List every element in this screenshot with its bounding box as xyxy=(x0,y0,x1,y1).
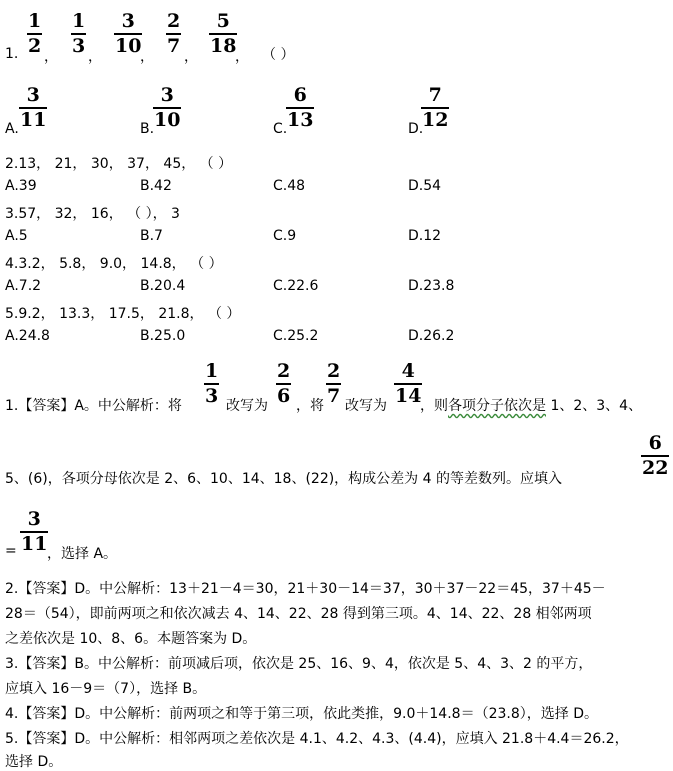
answer-line: 应填入 16－9＝（7），选择 B。 xyxy=(5,681,207,697)
q1-option-a-fraction: $\frac{3}{11}$ xyxy=(20,84,47,131)
option-a: A.39 xyxy=(5,178,37,194)
question-stem: 3.57， 32， 16， （ ）， 3 xyxy=(5,206,180,222)
answer-1-line-3: ，选择 A。 xyxy=(47,546,118,562)
answer-line: 选择 D。 xyxy=(5,754,63,770)
option-d: D.26.2 xyxy=(408,328,455,344)
answer-1-fraction-3: $\frac{2}{7}$ xyxy=(327,360,341,407)
answer-1-fraction-5: $\frac{6}{22}$ xyxy=(642,432,669,479)
q1-separator: ， xyxy=(235,49,249,65)
q1-blank: （ ） xyxy=(262,47,295,63)
question-stem: 2.13， 21， 30， 37， 45， （ ） xyxy=(5,156,233,172)
option-b: B.20.4 xyxy=(140,278,186,294)
answer-line: 4.【答案】D。中公解析：前两项之和等于第三项，依此类推，9.0＋14.8＝（23.8），选择 D。 xyxy=(5,706,598,722)
question-stem: 5.9.2， 13.3， 17.5， 21.8， （ ） xyxy=(5,306,241,322)
q1-option-d-label: D. xyxy=(408,121,424,137)
option-b: B.42 xyxy=(140,178,172,194)
answer-1-equals: = xyxy=(5,543,17,559)
q1-separator: ， xyxy=(88,49,102,65)
q1-option-c-label: C. xyxy=(273,121,288,137)
q1-separator: ， xyxy=(140,49,154,65)
answer-1-line-2: 5、(6)，各项分母依次是 2、6、10、14、18、(22)，构成公差为 4 的等差数列。应填入 xyxy=(5,471,562,487)
q1-seq-fraction-4: $\frac{2}{7}$ xyxy=(167,10,181,57)
q1-option-a-label: A. xyxy=(5,121,19,137)
option-b: B.25.0 xyxy=(140,328,186,344)
q1-separator: ， xyxy=(184,49,198,65)
answer-1-text-1: 1.【答案】A。中公解析：将 xyxy=(5,398,182,414)
option-a: A.7.2 xyxy=(5,278,42,294)
answer-line: 之差依次是 10、8、6。本题答案为 D。 xyxy=(5,631,257,647)
option-a: A.24.8 xyxy=(5,328,50,344)
answer-1-fraction-2: $\frac{2}{6}$ xyxy=(277,360,291,407)
option-a: A.5 xyxy=(5,228,28,244)
answer-1-text-3: ，将 xyxy=(296,398,324,414)
q1-option-b-label: B. xyxy=(140,121,155,137)
answer-1-fraction-6: $\frac{3}{11}$ xyxy=(21,508,48,555)
q1-option-c-fraction: $\frac{6}{13}$ xyxy=(287,84,314,131)
answer-line: 28＝（54），即前两项之和依次减去 4、14、22、28 得到第三项。4、14、22、28 相邻两项 xyxy=(5,606,592,622)
q1-seq-fraction-5: $\frac{5}{18}$ xyxy=(210,10,237,57)
option-d: D.23.8 xyxy=(408,278,455,294)
answer-1-text-5: ，则各项分子依次是 1、2、3、4、 xyxy=(420,398,643,414)
option-d: D.12 xyxy=(408,228,442,244)
option-c: C.25.2 xyxy=(273,328,319,344)
option-b: B.7 xyxy=(140,228,163,244)
q1-seq-fraction-1: $\frac{1}{2}$ xyxy=(28,10,42,57)
option-c: C.22.6 xyxy=(273,278,319,294)
q1-option-b-fraction: $\frac{3}{10}$ xyxy=(154,84,181,131)
question-stem: 4.3.2， 5.8， 9.0， 14.8， （ ） xyxy=(5,256,223,272)
answer-1-text-2: 改写为 xyxy=(226,398,268,414)
answer-1-text-4: 改写为 xyxy=(345,398,387,414)
answer-1-fraction-1: $\frac{1}{3}$ xyxy=(205,360,219,407)
answer-line: 5.【答案】D。中公解析：相邻两项之差依次是 4.1、4.2、4.3、(4.4)，应填入 21.8＋4.4＝26.2， xyxy=(5,731,629,747)
answer-line: 2.【答案】D。中公解析：13＋21－4＝30，21＋30－14＝37，30＋37－22＝45，37＋45－ xyxy=(5,581,606,597)
spellcheck-underlined-text: 各项分子依次是 xyxy=(448,398,546,414)
q1-number: 1. xyxy=(5,46,19,62)
option-c: C.48 xyxy=(273,178,306,194)
q1-seq-fraction-2: $\frac{1}{3}$ xyxy=(72,10,86,57)
q1-separator: ， xyxy=(44,49,58,65)
option-c: C.9 xyxy=(273,228,297,244)
option-d: D.54 xyxy=(408,178,442,194)
q1-option-d-fraction: $\frac{7}{12}$ xyxy=(422,84,449,131)
answer-1-fraction-4: $\frac{4}{14}$ xyxy=(395,360,422,407)
q1-seq-fraction-3: $\frac{3}{10}$ xyxy=(115,10,142,57)
answer-line: 3.【答案】B。中公解析：前项减后项，依次是 25、16、9、4，依次是 5、4、3、2 的平方， xyxy=(5,656,593,672)
